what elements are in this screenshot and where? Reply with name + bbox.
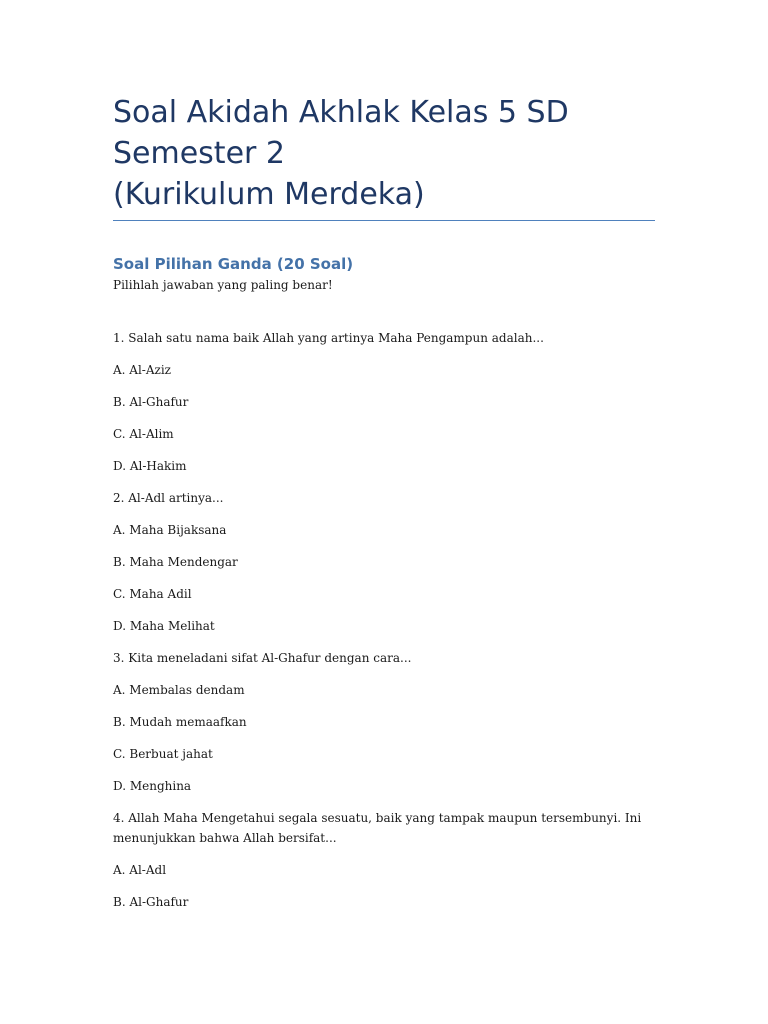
title-line-2: (Kurikulum Merdeka) <box>113 177 425 212</box>
option-4a: A. Al-Adl <box>113 863 167 877</box>
question-4: 4. Allah Maha Mengetahui segala sesuatu, baik yang tampak maupun tersembunyi. Ini menunjukkan bahwa Allah bersifat... <box>113 811 642 845</box>
option-4b: B. Al-Ghafur <box>113 895 189 909</box>
question-2: 2. Al-Adl artinya... <box>113 491 224 505</box>
document-title <box>113 92 656 215</box>
option-3c: C. Berbuat jahat <box>113 747 213 761</box>
question-3: 3. Kita meneladani sifat Al-Ghafur dengan cara... <box>113 651 412 665</box>
option-1b: B. Al-Ghafur <box>113 395 189 409</box>
question-list <box>113 329 656 912</box>
option-2d: D. Maha Melihat <box>113 619 215 633</box>
title-divider <box>113 220 655 221</box>
option-2c: C. Maha Adil <box>113 587 192 601</box>
section-heading: Soal Pilihan Ganda (20 Soal) <box>113 255 354 273</box>
option-1d: D. Al-Hakim <box>113 459 187 473</box>
question-1: 1. Salah satu nama baik Allah yang artinya Maha Pengampun adalah... <box>113 331 544 345</box>
option-2a: A. Maha Bijaksana <box>113 523 227 537</box>
option-3a: A. Membalas dendam <box>113 683 245 697</box>
option-2b: B. Maha Mendengar <box>113 555 238 569</box>
title-line-1: Soal Akidah Akhlak Kelas 5 SD Semester 2 <box>113 95 569 171</box>
option-1c: C. Al-Alim <box>113 427 174 441</box>
instruction-text: Pilihlah jawaban yang paling benar! <box>113 278 333 292</box>
document-page <box>113 92 656 925</box>
option-3d: D. Menghina <box>113 779 192 793</box>
option-3b: B. Mudah memaafkan <box>113 715 247 729</box>
option-1a: A. Al-Aziz <box>113 363 172 377</box>
